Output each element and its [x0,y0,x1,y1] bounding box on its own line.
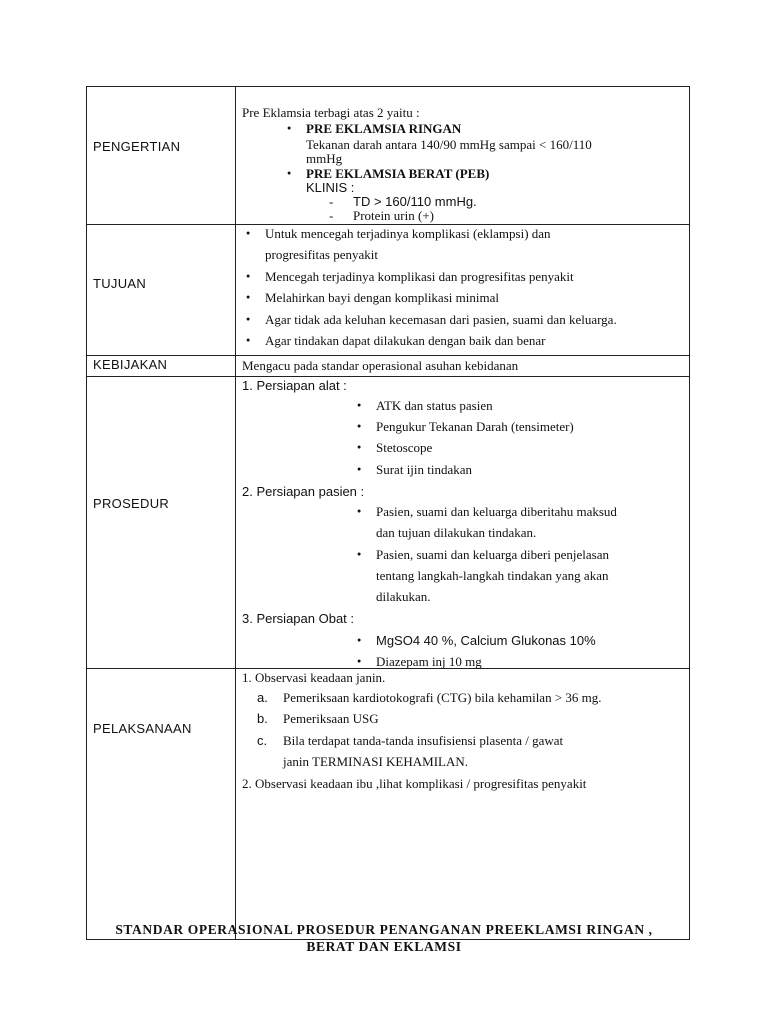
column-divider [235,87,236,939]
marker-a: a. [257,690,268,705]
alat-item: ● Stetoscope [376,440,432,455]
document-title [90,921,678,955]
marker-c: c. [257,733,268,748]
label-tujuan: TUJUAN [93,276,147,291]
tujuan-item-cont: progresifitas penyakit [265,247,378,262]
obat-item: ● MgSO4 40 %, Calcium Glukonas 10% [376,633,596,648]
alat-item: ● Surat ijin tindakan [376,462,472,477]
row-divider [87,376,689,377]
label-pengertian: PENGERTIAN [93,139,181,154]
pre-eklamsia-ringan-title: ● PRE EKLAMSIA RINGAN [306,121,461,136]
title-line-2: BERAT DAN EKLAMSI [306,939,462,954]
pemeriksaan-ctg: Pemeriksaan kardiotokografi (CTG) bila kehamilan > 36 mg. [283,690,602,705]
obat-item: ● Diazepam inj 10 mg [376,654,482,669]
ringan-description: Tekanan darah antara 140/90 mmHg sampai < 160/110 [306,137,592,152]
row-divider [87,224,689,225]
insufisiensi-plasenta: Bila terdapat tanda-tanda insufisiensi plasenta / gawat [283,733,564,748]
pasien-item: ● Pasien, suami dan keluarga diberitahu maksud [376,504,617,519]
tujuan-item: ● Agar tindakan dapat dilakukan dengan baik dan benar [265,333,545,348]
sop-table [86,86,690,940]
pasien-item: ● Pasien, suami dan keluarga diberi penjelasan [376,547,609,562]
observasi-ibu: 2. Observasi keadaan ibu ,lihat komplikasi / progresifitas penyakit [242,776,587,791]
pengertian-intro: Pre Eklamsia terbagi atas 2 yaitu : [242,105,420,120]
label-pelaksanaan: PELAKSANAAN [93,721,192,736]
kebijakan-text: Mengacu pada standar operasional asuhan kebidanan [242,358,519,373]
ringan-description-cont: mmHg [306,151,343,166]
tujuan-item: ● Agar tidak ada keluhan kecemasan dari pasien, suami dan keluarga. [265,312,617,327]
klinis-protein: Protein urin (+) [353,208,434,223]
row-divider [87,355,689,356]
klinis-td: TD > 160/110 mmHg. [353,194,477,209]
pre-eklamsia-berat-title: ● PRE EKLAMSIA BERAT (PEB) [306,166,489,181]
label-kebijakan: KEBIJAKAN [93,357,168,372]
observasi-janin: 1. Observasi keadaan janin. [242,670,386,685]
tujuan-item: ● Mencegah terjadinya komplikasi dan progresifitas penyakit [265,269,574,284]
tujuan-item: ● Melahirkan bayi dengan komplikasi minimal [265,290,499,305]
alat-item: ● Pengukur Tekanan Darah (tensimeter) [376,419,574,434]
pemeriksaan-usg: Pemeriksaan USG [283,711,379,726]
label-prosedur: PROSEDUR [93,496,170,511]
persiapan-alat: 1. Persiapan alat : [242,378,347,393]
persiapan-obat: 3. Persiapan Obat : [242,611,355,626]
tujuan-item: ● Untuk mencegah terjadinya komplikasi (eklampsi) dan [265,226,551,241]
title-line-1: STANDAR OPERASIONAL PROSEDUR PENANGANAN PREEKLAMSI RINGAN , [115,922,653,937]
persiapan-pasien: 2. Persiapan pasien : [242,484,365,499]
pasien-item-cont: dilakukan. [376,589,431,604]
dash-marker: - [329,194,334,209]
alat-item: ● ATK dan status pasien [376,398,493,413]
pasien-item-cont: tentang langkah-langkah tindakan yang akan [376,568,609,583]
terminasi-kehamilan: janin TERMINASI KEHAMILAN. [283,754,468,769]
dash-marker: - [329,208,334,223]
pasien-item-cont: dan tujuan dilakukan tindakan. [376,525,537,540]
klinis-label: KLINIS : [306,180,355,195]
marker-b: b. [257,711,268,726]
